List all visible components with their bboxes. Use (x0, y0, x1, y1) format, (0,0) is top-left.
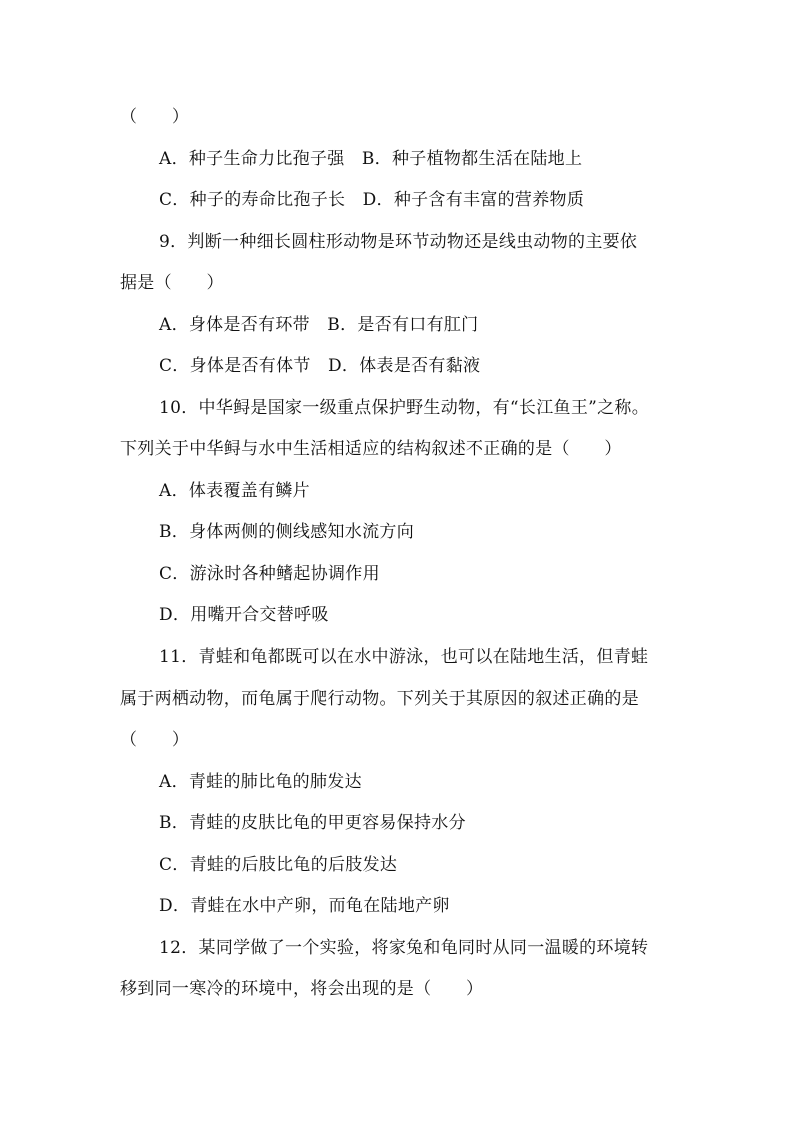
q9-option-ab: A．身体是否有环带 B．是否有口有肛门 (159, 315, 479, 335)
q11-option-d: D．青蛙在水中产卵，而龟在陆地产卵 (159, 896, 450, 916)
q11-option-c: C．青蛙的后肢比龟的后肢发达 (159, 855, 398, 875)
q8-option-cd: C．种子的寿命比孢子长 D．种子含有丰富的营养物质 (159, 190, 585, 210)
q8-option-ab: A．种子生命力比孢子强 B．种子植物都生活在陆地上 (159, 149, 583, 169)
q11-option-a: A．青蛙的肺比龟的肺发达 (159, 772, 362, 792)
q11-stem-line1: 11．青蛙和龟都既可以在水中游泳，也可以在陆地生活，但青蛙 (159, 647, 649, 667)
q8-answer-bracket: （ ） (120, 107, 190, 127)
q9-stem-line1: 9．判断一种细长圆柱形动物是环节动物还是线虫动物的主要依 (159, 232, 638, 252)
q10-option-c: C．游泳时各种鳍起协调作用 (159, 564, 380, 584)
q10-stem-line1: 10．中华鲟是国家一级重点保护野生动物，有“长江鱼王”之称。 (159, 398, 650, 418)
q12-stem-line1: 12．某同学做了一个实验，将家兔和龟同时从同一温暖的环境转 (159, 938, 649, 958)
q10-option-d: D．用嘴开合交替呼吸 (159, 605, 329, 625)
q9-stem-line2: 据是（ ） (120, 273, 224, 293)
q10-stem-line2: 下列关于中华鲟与水中生活相适应的结构叙述不正确的是（ ） (120, 439, 622, 459)
q11-stem-line2: 属于两栖动物，而龟属于爬行动物。下列关于其原因的叙述正确的是 (120, 689, 639, 709)
q9-option-cd: C．身体是否有体节 D．体表是否有黏液 (159, 356, 481, 376)
q10-option-b: B．身体两侧的侧线感知水流方向 (159, 522, 414, 542)
q12-stem-line2: 移到同一寒冷的环境中，将会出现的是（ ） (120, 979, 484, 999)
q11-option-b: B．青蛙的皮肤比龟的甲更容易保持水分 (159, 813, 466, 833)
q10-option-a: A．体表覆盖有鳞片 (159, 481, 310, 501)
q11-stem-line3: （ ） (120, 730, 190, 750)
